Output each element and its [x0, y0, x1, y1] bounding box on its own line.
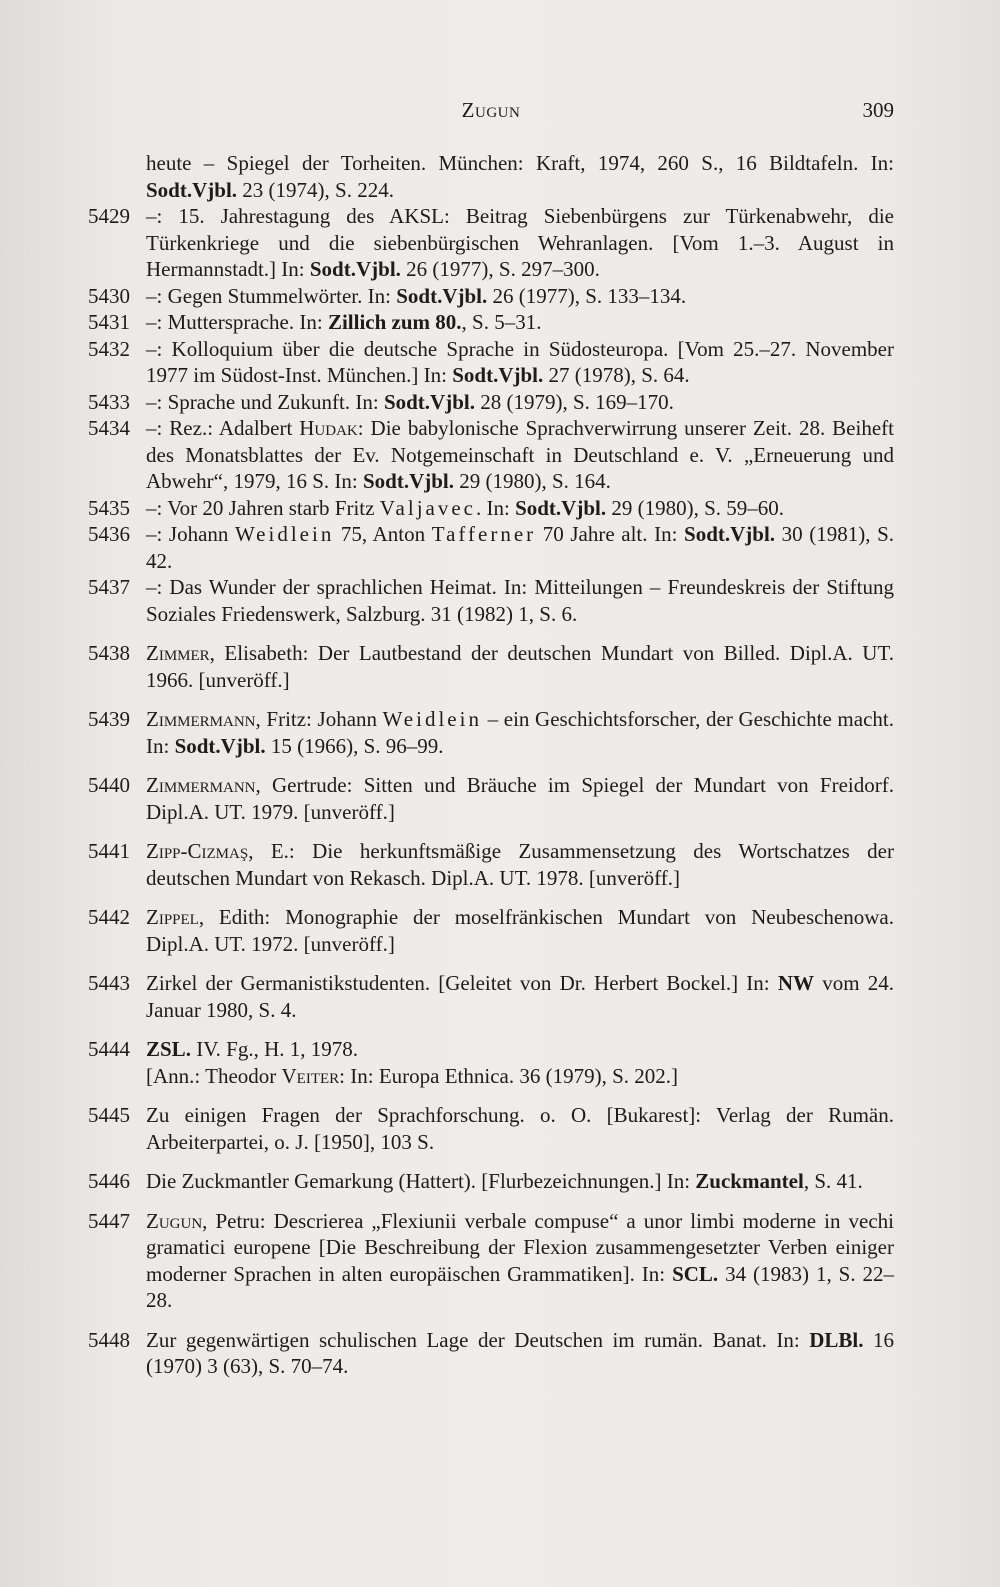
entry-number: 5436 [88, 522, 130, 546]
entry-number: 5441 [88, 839, 130, 863]
bibliography-entry: 5436 –: Johann Weidlein 75, Anton Tafferner 70 Jahre alt. In: Sodt.Vjbl. 30 (1981), S. 42. [88, 522, 895, 573]
entry-number: 5438 [88, 641, 130, 665]
entry-number: 5448 [88, 1327, 130, 1352]
entry-number: 5442 [88, 905, 130, 929]
annotation-line: [Ann.: Theodor Veiter: In: Europa Ethnica. 36 (1979), S. 202.] [146, 1063, 679, 1088]
entry-number: 5432 [88, 336, 130, 361]
bibliography-entry: 5444 ZSL. IV. Fg., H. 1, 1978. [Ann.: Theodor Veiter: In: Europa Ethnica. 36 (1979), S. 202.] [88, 1036, 894, 1089]
bibliography-entry: 5438 Zimmer, Elisabeth: Der Lautbestand der deutschen Mundart von Billed. Dipl.A. UT. 1966. [unveröff.] [88, 641, 894, 692]
bibliography-entry: 5441 Zipp-Cizmaş, E.: Die herkunftsmäßige Zusammensetzung des Wortschatzes der deutschen Mundart von Rekasch. Dipl.A. UT. 1978. [unveröff.] [88, 839, 894, 890]
entry-number: 5444 [88, 1037, 130, 1061]
entry-number: 5437 [88, 575, 130, 599]
entry-number: 5439 [88, 707, 130, 731]
bibliography-entry: 5445 Zu einigen Fragen der Sprachforschung. o. O. [Bukarest]: Verlag der Rumän. Arbeiterpartei, o. J. [1950], 103 S. [88, 1103, 894, 1154]
running-head: Zugun [461, 98, 521, 122]
bibliography-entry: 5430 –: Gegen Stummelwörter. In: Sodt.Vjbl. 26 (1977), S. 133–134. [88, 283, 687, 308]
bibliography-list [88, 150, 894, 1380]
entry-number: 5429 [88, 204, 130, 228]
bibliography-entry: 5440 Zimmermann, Gertrude: Sitten und Bräuche im Spiegel der Mundart von Freidorf. Dipl.A. UT. 1979. [unveröff.] [88, 773, 894, 824]
bibliography-entry: 5448 Zur gegenwärtigen schulischen Lage der Deutschen im rumän. Banat. In: DLBl. 16 (1970) 3 (63), S. 70–74. [88, 1327, 894, 1378]
entry-number: 5435 [88, 495, 130, 520]
bibliography-entry: 5431 –: Muttersprache. In: Zillich zum 80., S. 5–31. [88, 310, 542, 334]
bibliography-entry: 5446 Die Zuckmantler Gemarkung (Hattert). [Flurbezeichnungen.] In: Zuckmantel, S. 41. [88, 1169, 863, 1193]
bibliography-entry: 5442 Zippel, Edith: Monographie der moselfränkischen Mundart von Neubeschenowa. Dipl.A. UT. 1972. [unveröff.] [88, 905, 894, 956]
bibliography-entry: 5439 Zimmermann, Fritz: Johann Weidlein – ein Geschichtsforscher, der Geschichte macht. In: Sodt.Vjbl. 15 (1966), S. 96–99. [88, 707, 894, 758]
bibliography-entry: 5434 –: Rez.: Adalbert Hudak: Die babylonische Sprachverwirrung unserer Zeit. 28. Beiheft des Monatsblattes der Ev. Notgemeinschaft in Deutschland e. V. „Erneuerung und Abwehr“, 1979, 16 S. In: Sodt.Vjbl. 29 (1980), S. 164. [88, 416, 894, 493]
entry-number: 5434 [88, 416, 130, 440]
page-header [88, 98, 894, 128]
entry-number: 5447 [88, 1208, 130, 1233]
bibliography-entry: 5435 –: Vor 20 Jahren starb Fritz Valjavec. In: Sodt.Vjbl. 29 (1980), S. 59–60. [88, 495, 785, 520]
bibliography-entry: 5433 –: Sprache und Zukunft. In: Sodt.Vjbl. 28 (1979), S. 169–170. [88, 389, 674, 414]
bibliography-entry: 5447 Zugun, Petru: Descrierea „Flexiunii verbale compuse“ a unor limbi moderne in vechi gramatici europene [Die Beschreibung der Flexion zusammengesetzter Verben einiger moderner Sprachen in alten europäischen Grammatiken]. In: SCL. 34 (1983) 1, S. 22–28. [88, 1208, 895, 1312]
entry-number: 5433 [88, 389, 130, 414]
page-number: 309 [862, 98, 894, 122]
entry-number: 5431 [88, 310, 130, 334]
entry-number: 5443 [88, 971, 130, 995]
entry-number: 5445 [88, 1103, 130, 1127]
bibliography-entry: 5429 –: 15. Jahrestagung des AKSL: Beitrag Siebenbürgens zur Türkenabwehr, die Türkenkriege und die siebenbürgischen Wehranlagen. [Vom 1.–3. August in Hermannstadt.] In: Sodt.Vjbl. 26 (1977), S. 297–300. [88, 204, 894, 281]
bibliography-entry: 5432 –: Kolloquium über die deutsche Sprache in Südosteuropa. [Vom 25.–27. November 1977 im Südost-Inst. München.] In: Sodt.Vjbl. 27 (1978), S. 64. [88, 336, 894, 387]
bibliography-entry: heute – Spiegel der Torheiten. München: Kraft, 1974, 260 S., 16 Bildtafeln. In: Sodt.Vjbl. 23 (1974), S. 224. [146, 151, 894, 202]
entry-number: 5446 [88, 1169, 130, 1193]
entry-number: 5440 [88, 773, 130, 797]
bibliography-entry: 5443 Zirkel der Germanistikstudenten. [Geleitet von Dr. Herbert Bockel.] In: NW vom 24. Januar 1980, S. 4. [88, 971, 894, 1022]
entry-number: 5430 [88, 283, 130, 308]
bibliography-entry: 5437 –: Das Wunder der sprachlichen Heimat. In: Mitteilungen – Freundeskreis der Stiftung Soziales Friedenswerk, Salzburg. 31 (1982) 1, S. 6. [88, 575, 894, 626]
